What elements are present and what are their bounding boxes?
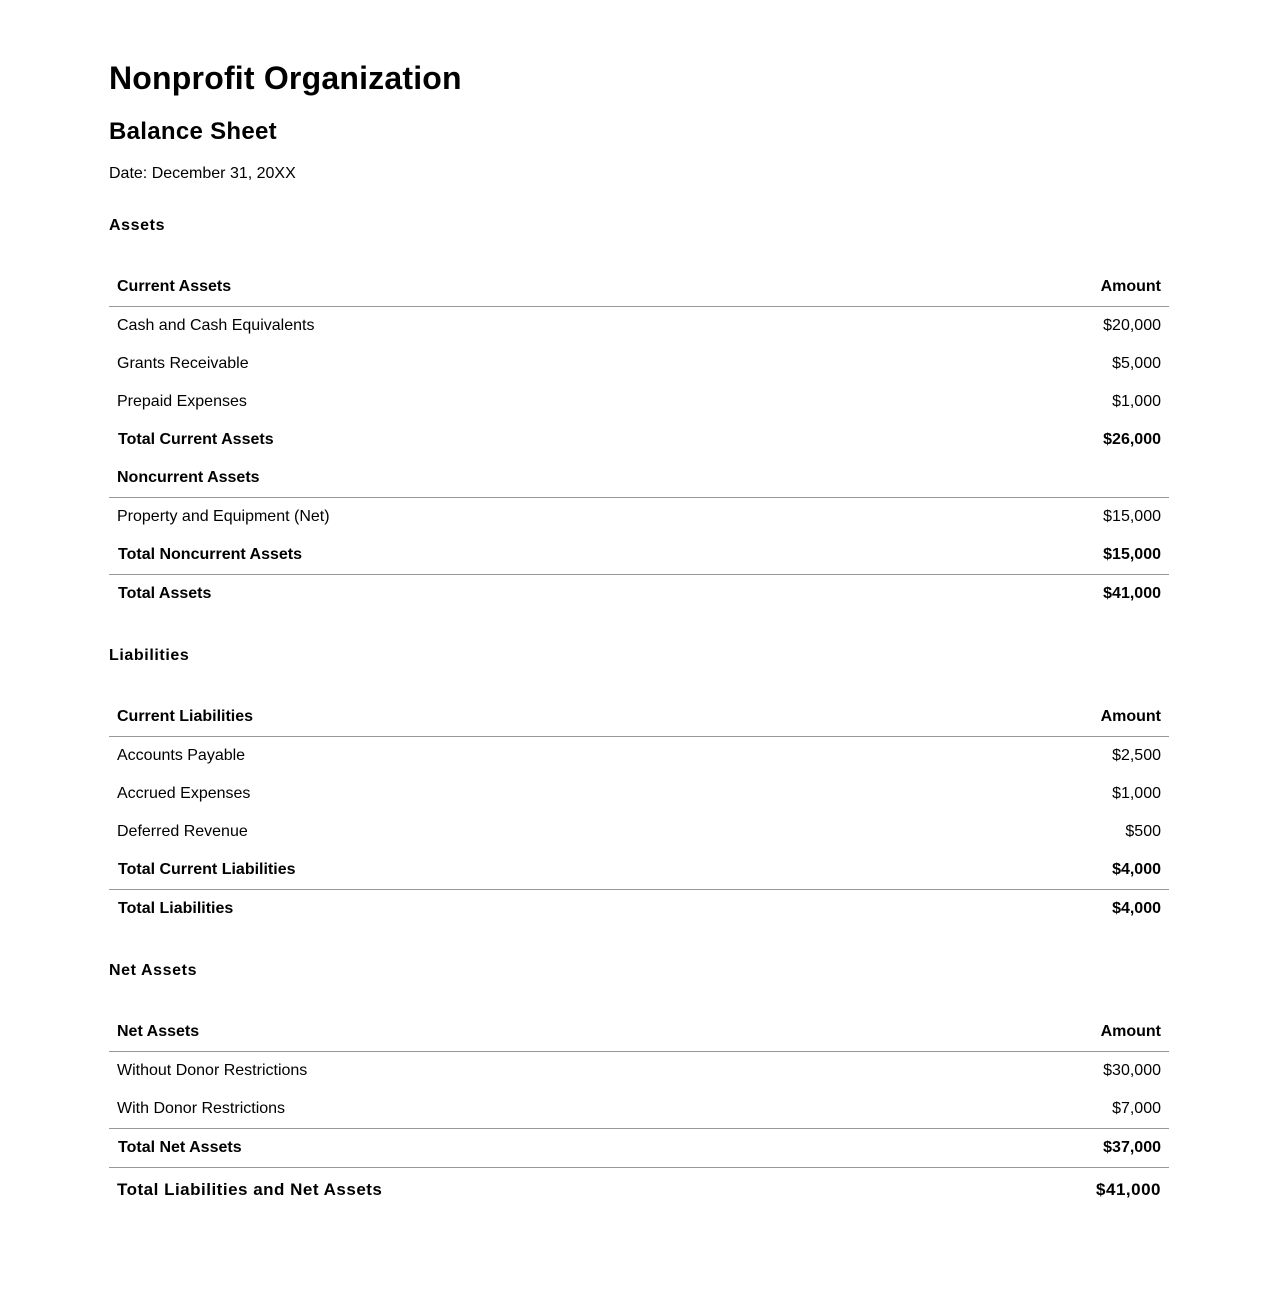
table-row [109,1090,1169,1128]
row-label: With Donor Restrictions [117,1100,286,1117]
column-header-label: Net Assets [117,1023,200,1040]
grand-total-label: Total Liabilities and Net Assets [117,1179,383,1199]
noncurrent-assets-subheader [109,459,1169,498]
column-header-label: Current Liabilities [117,708,254,725]
row-amount: $15,000 [1103,546,1161,563]
table-row [109,345,1169,383]
subheader-label: Noncurrent Assets [117,469,260,486]
table-row [109,775,1169,813]
row-label: Grants Receivable [117,355,249,372]
liabilities-table-header [109,698,1169,737]
row-amount: $5,000 [1112,355,1161,372]
row-amount: $500 [1125,823,1161,840]
row-label: Total Noncurrent Assets [118,546,303,563]
row-amount: $15,000 [1103,508,1161,525]
total-current-assets-row [109,421,1169,459]
row-label: Accounts Payable [117,747,246,764]
table-row [109,737,1169,775]
row-label: Accrued Expenses [117,785,251,802]
net-assets-table [109,1013,1169,1211]
net-assets-heading: Net Assets [109,962,198,979]
document-title: Balance Sheet [109,118,277,145]
column-header-amount: Amount [1100,708,1161,725]
row-label: Cash and Cash Equivalents [117,317,315,334]
row-label: Total Assets [118,585,212,602]
row-amount: $26,000 [1103,431,1161,448]
liabilities-heading: Liabilities [109,647,190,664]
row-label: Total Current Assets [118,431,274,448]
row-amount: $2,500 [1112,747,1161,764]
table-row [109,307,1169,345]
column-header-amount: Amount [1100,278,1161,295]
row-amount: $30,000 [1103,1062,1161,1079]
table-row [109,813,1169,851]
row-label: Property and Equipment (Net) [117,508,330,525]
row-label: Total Liabilities [118,900,234,917]
assets-table [109,268,1169,613]
row-amount: $1,000 [1112,393,1161,410]
grand-total-amount: $41,000 [1096,1179,1161,1199]
total-noncurrent-assets-row [109,536,1169,574]
total-current-liabilities-row [109,851,1169,889]
total-net-assets-row [109,1128,1169,1167]
row-label: Total Net Assets [118,1139,242,1156]
row-amount: $4,000 [1112,861,1161,878]
row-label: Deferred Revenue [117,823,248,840]
row-amount: $4,000 [1112,900,1161,917]
assets-table-header [109,268,1169,307]
row-amount: $20,000 [1103,317,1161,334]
table-row [109,1052,1169,1090]
net-assets-table-header [109,1013,1169,1052]
row-amount: $41,000 [1103,585,1161,602]
liabilities-table [109,698,1169,928]
statement-date: Date: December 31, 20XX [109,165,296,182]
table-row [109,383,1169,421]
row-amount: $7,000 [1112,1100,1161,1117]
row-label: Total Current Liabilities [118,861,296,878]
total-liabilities-row [109,889,1169,928]
organization-title: Nonprofit Organization [109,60,462,96]
column-header-label: Current Assets [117,278,232,295]
row-amount: $1,000 [1112,785,1161,802]
row-label: Without Donor Restrictions [117,1062,308,1079]
total-assets-row [109,574,1169,613]
table-row [109,498,1169,536]
column-header-amount: Amount [1100,1023,1161,1040]
assets-heading: Assets [109,217,166,234]
grand-total-row [109,1167,1169,1211]
row-label: Prepaid Expenses [117,393,247,410]
row-amount: $37,000 [1103,1139,1161,1156]
